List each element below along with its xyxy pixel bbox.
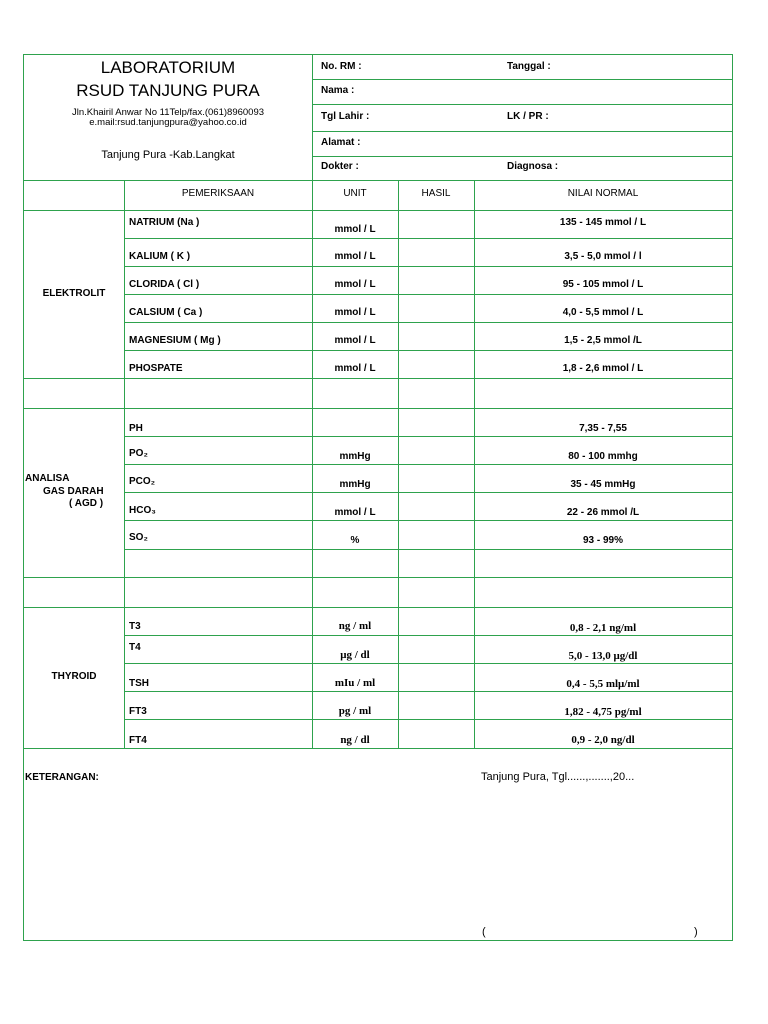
test-normal: 80 - 100 mmhg bbox=[568, 451, 638, 462]
test-name: NATRIUM (Na ) bbox=[129, 217, 200, 228]
place-date-text: Tanjung Pura, Tgl......,.......,20... bbox=[481, 771, 635, 783]
grid-line bbox=[124, 691, 732, 692]
group-agd-line1: ANALISA bbox=[25, 473, 70, 484]
test-name: PCO₂ bbox=[129, 476, 156, 487]
col-header-pemeriksaan: PEMERIKSAAN bbox=[181, 188, 255, 199]
tgl-lahir-label: Tgl Lahir : bbox=[321, 111, 370, 122]
group-agd-line3: ( AGD ) bbox=[69, 498, 104, 509]
header-divider bbox=[312, 55, 313, 180]
address-text: Jln.Khairil Anwar No 11Telp/fax.(061)8960093 bbox=[71, 107, 265, 118]
grid-line bbox=[124, 464, 732, 465]
test-unit: mmol / L bbox=[334, 507, 376, 518]
test-name: PO₂ bbox=[129, 448, 148, 459]
test-normal: 0,8 - 2,1 ng/ml bbox=[569, 622, 637, 634]
test-normal: 22 - 26 mmol /L bbox=[566, 507, 640, 518]
test-normal: 135 - 145 mmol / L bbox=[559, 217, 647, 228]
grid-line bbox=[124, 350, 732, 351]
grid-line bbox=[24, 180, 732, 181]
test-normal: 35 - 45 mmHg bbox=[570, 479, 636, 490]
city-text: Tanjung Pura -Kab.Langkat bbox=[101, 149, 235, 161]
test-unit: mmol / L bbox=[334, 251, 376, 262]
test-name: T3 bbox=[129, 621, 141, 632]
test-unit: mmol / L bbox=[334, 279, 376, 290]
test-normal: 93 - 99% bbox=[582, 535, 624, 546]
nama-label: Nama : bbox=[321, 85, 355, 96]
test-name: CALSIUM ( Ca ) bbox=[129, 307, 203, 318]
grid-line bbox=[124, 663, 732, 664]
test-normal: 7,35 - 7,55 bbox=[579, 423, 627, 434]
test-unit: mmol / L bbox=[334, 307, 376, 318]
no-rm-label: No. RM : bbox=[321, 61, 362, 72]
grid-line bbox=[124, 322, 732, 323]
grid-line bbox=[24, 577, 732, 578]
test-unit: ng / ml bbox=[338, 620, 372, 632]
signature-close-paren: ) bbox=[694, 926, 698, 938]
email-text: e.mail:rsud.tanjungpura@yahoo.co.id bbox=[89, 117, 247, 128]
test-name: KALIUM ( K ) bbox=[129, 251, 191, 262]
grid-line bbox=[124, 635, 732, 636]
test-name: CLORIDA ( Cl ) bbox=[129, 279, 200, 290]
test-normal: 0,4 - 5,5 mlμ/ml bbox=[566, 678, 640, 690]
test-unit: mmol / L bbox=[334, 363, 376, 374]
grid-line bbox=[24, 607, 732, 608]
keterangan-label: KETERANGAN: bbox=[25, 772, 99, 783]
test-normal: 1,8 - 2,6 mmol / L bbox=[562, 363, 644, 374]
col-header-hasil: HASIL bbox=[421, 188, 451, 199]
grid-line bbox=[312, 79, 732, 80]
grid-line bbox=[24, 408, 732, 409]
dokter-label: Dokter : bbox=[321, 161, 359, 172]
test-name: FT4 bbox=[129, 735, 147, 746]
test-unit: ng / dl bbox=[340, 734, 370, 746]
test-name: PH bbox=[129, 423, 143, 434]
test-name: T4 bbox=[129, 642, 141, 653]
test-normal: 4,0 - 5,5 mmol / L bbox=[562, 307, 644, 318]
test-unit: % bbox=[350, 535, 360, 546]
test-name: PHOSPATE bbox=[129, 363, 183, 374]
test-unit: μg / dl bbox=[340, 649, 370, 661]
test-name: FT3 bbox=[129, 706, 147, 717]
test-unit: mmol / L bbox=[334, 224, 376, 235]
grid-line bbox=[124, 549, 732, 550]
grid-line bbox=[312, 104, 732, 105]
test-normal: 3,5 - 5,0 mmol / l bbox=[564, 251, 642, 262]
test-unit: mIu / ml bbox=[334, 677, 376, 689]
group-elektrolit: ELEKTROLIT bbox=[42, 288, 106, 299]
test-normal: 1,5 - 2,5 mmol /L bbox=[564, 335, 642, 346]
test-normal: 95 - 105 mmol / L bbox=[562, 279, 644, 290]
diagnosa-label: Diagnosa : bbox=[507, 161, 559, 172]
test-name: SO₂ bbox=[129, 532, 148, 543]
test-unit: mmHg bbox=[339, 479, 371, 490]
grid-line bbox=[124, 238, 732, 239]
col-header-unit: UNIT bbox=[343, 188, 367, 199]
grid-line bbox=[124, 294, 732, 295]
test-normal: 5,0 - 13,0 μg/dl bbox=[568, 650, 638, 662]
grid-line bbox=[124, 520, 732, 521]
grid-line bbox=[24, 210, 732, 211]
lab-title: LABORATORIUM bbox=[100, 58, 236, 77]
grid-line bbox=[124, 492, 732, 493]
group-thyroid: THYROID bbox=[51, 671, 97, 682]
hospital-name: RSUD TANJUNG PURA bbox=[76, 81, 260, 100]
lk-pr-label: LK / PR : bbox=[507, 111, 549, 122]
group-agd-line2: GAS DARAH bbox=[43, 486, 104, 497]
grid-line bbox=[312, 131, 732, 132]
alamat-label: Alamat : bbox=[321, 137, 361, 148]
grid-line bbox=[24, 378, 732, 379]
test-name: HCO₃ bbox=[129, 505, 156, 516]
test-unit: mmHg bbox=[339, 451, 371, 462]
grid-line bbox=[124, 719, 732, 720]
test-name: MAGNESIUM ( Mg ) bbox=[129, 335, 221, 346]
grid-line bbox=[124, 436, 732, 437]
test-normal: 0,9 - 2,0 ng/dl bbox=[571, 734, 635, 746]
test-normal: 1,82 - 4,75 pg/ml bbox=[564, 706, 642, 718]
test-unit: mmol / L bbox=[334, 335, 376, 346]
grid-line bbox=[312, 156, 732, 157]
test-name: TSH bbox=[129, 678, 149, 689]
test-unit: pg / ml bbox=[338, 705, 372, 717]
tanggal-label: Tanggal : bbox=[507, 61, 551, 72]
col-header-nilai-normal: NILAI NORMAL bbox=[567, 188, 639, 199]
signature-open-paren: ( bbox=[482, 926, 486, 938]
grid-line bbox=[24, 748, 732, 749]
grid-line bbox=[124, 266, 732, 267]
lab-form bbox=[23, 54, 733, 941]
